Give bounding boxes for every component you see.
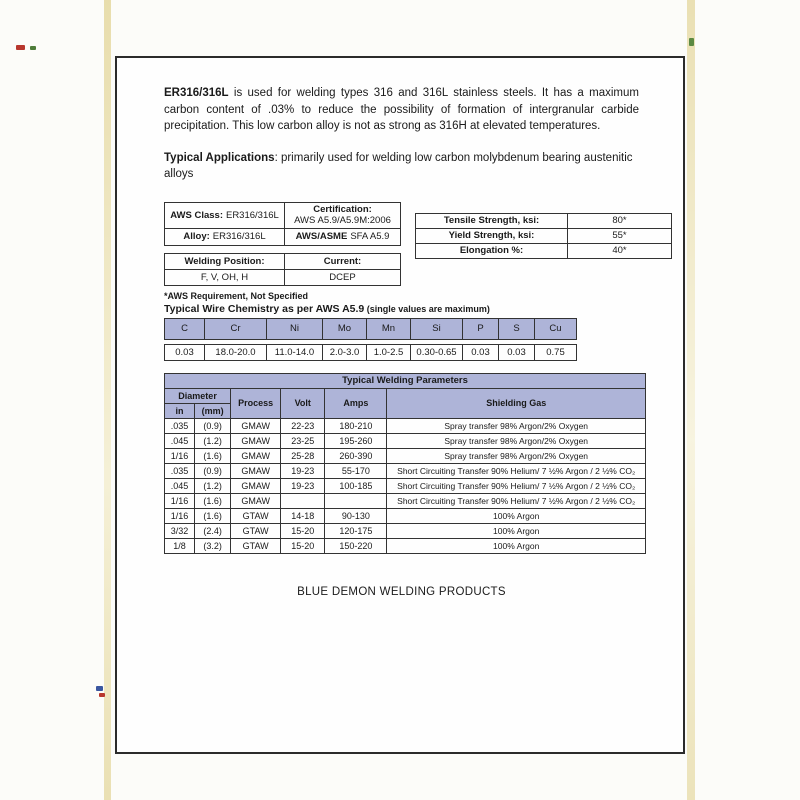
param-cell: 180-210	[325, 418, 387, 433]
alloy-cell	[165, 228, 285, 245]
scan-artifact-left-strip	[104, 0, 111, 800]
mech-value: 40*	[568, 243, 672, 258]
aws-requirement-note: *AWS Requirement, Not Specified	[164, 290, 309, 301]
chemistry-header-cell: Mn	[367, 318, 411, 339]
param-cell: .035	[165, 463, 195, 478]
diameter-in-header: in	[165, 403, 195, 418]
param-cell: Spray transfer 98% Argon/2% Oxygen	[387, 433, 646, 448]
chemistry-header-cell: Cr	[205, 318, 267, 339]
param-cell: 19-23	[281, 478, 325, 493]
applications-text: : primarily used for welding low carbon molybdenum bearing austenitic alloys	[164, 151, 633, 181]
param-cell: 120-175	[325, 523, 387, 538]
amps-header: Amps	[325, 388, 387, 418]
chemistry-value-cell: 2.0-3.0	[323, 344, 367, 360]
chemistry-title-main: Typical Wire Chemistry as per AWS A5.9	[164, 302, 365, 315]
param-cell: 1/16	[165, 448, 195, 463]
applications-label: Typical Applications	[164, 151, 275, 164]
certification-value: AWS A5.9/A5.9M:2006	[294, 215, 391, 227]
table-row	[165, 344, 577, 360]
param-cell: 22-23	[281, 418, 325, 433]
param-cell: GMAW	[231, 493, 281, 508]
chemistry-header-cell: S	[499, 318, 535, 339]
chemistry-value-cell: 0.03	[165, 344, 205, 360]
diameter-header: Diameter	[165, 388, 231, 403]
table-row	[165, 463, 646, 478]
param-cell: 150-220	[325, 538, 387, 553]
chemistry-values-table	[164, 344, 577, 361]
param-cell: Spray transfer 98% Argon/2% Oxygen	[387, 448, 646, 463]
scan-speck	[30, 46, 36, 50]
param-cell: GTAW	[231, 538, 281, 553]
volt-header: Volt	[281, 388, 325, 418]
param-cell: (0.9)	[195, 418, 231, 433]
param-cell: 100% Argon	[387, 508, 646, 523]
param-cell: 90-130	[325, 508, 387, 523]
awsasme-value: SFA A5.9	[350, 231, 390, 243]
param-cell: 15-20	[281, 523, 325, 538]
table-row	[165, 493, 646, 508]
chemistry-header-table	[164, 318, 577, 340]
param-cell: 23-25	[281, 433, 325, 448]
chemistry-title	[164, 303, 639, 315]
chemistry-header-cell: Si	[411, 318, 463, 339]
mech-label	[416, 243, 568, 258]
mech-value: 80*	[568, 213, 672, 228]
document-page	[115, 56, 685, 754]
param-cell: 100-185	[325, 478, 387, 493]
awsasme-label: AWS/ASME	[295, 231, 348, 243]
table-row	[165, 478, 646, 493]
param-cell: .035	[165, 418, 195, 433]
chemistry-header-cell: C	[165, 318, 205, 339]
welding-position-label: Welding Position:	[184, 255, 265, 267]
chemistry-value-cell: 18.0-20.0	[205, 344, 267, 360]
param-cell: 15-20	[281, 538, 325, 553]
aws-class-cell	[165, 202, 285, 228]
chemistry-header-cell: Mo	[323, 318, 367, 339]
param-cell: 14-18	[281, 508, 325, 523]
elongation-label: Elongation %:	[459, 245, 524, 257]
scan-speck	[99, 693, 105, 697]
param-cell: .045	[165, 433, 195, 448]
awsasme-cell	[285, 228, 401, 245]
chemistry-value-cell: 0.30-0.65	[411, 344, 463, 360]
company-footer: BLUE DEMON WELDING PRODUCTS	[297, 585, 506, 598]
table-row	[165, 373, 646, 388]
intro-paragraph	[164, 85, 639, 135]
param-cell: GMAW	[231, 463, 281, 478]
chemistry-header-cell: P	[463, 318, 499, 339]
scan-speck	[96, 686, 103, 691]
param-cell: 100% Argon	[387, 523, 646, 538]
param-cell: GTAW	[231, 523, 281, 538]
certification-label: Certification:	[313, 203, 372, 215]
alloy-value: ER316/316L	[212, 231, 266, 243]
welding-parameters-title: Typical Welding Parameters	[165, 373, 646, 388]
mech-label	[416, 228, 568, 243]
chemistry-header-cell: Ni	[267, 318, 323, 339]
param-cell: Short Circuiting Transfer 90% Helium/ 7 ½% Argon / 2 ½% CO₂	[387, 493, 646, 508]
param-cell: Spray transfer 98% Argon/2% Oxygen	[387, 418, 646, 433]
mechanical-properties-table	[415, 213, 672, 259]
param-cell: (1.6)	[195, 508, 231, 523]
chemistry-header-cell: Cu	[535, 318, 577, 339]
param-cell: 100% Argon	[387, 538, 646, 553]
param-cell: (1.2)	[195, 478, 231, 493]
current-header	[285, 253, 401, 269]
table-row	[165, 448, 646, 463]
welding-position-header	[165, 253, 285, 269]
param-cell: Short Circuiting Transfer 90% Helium/ 7 ½% Argon / 2 ½% CO₂	[387, 478, 646, 493]
param-cell	[325, 493, 387, 508]
scan-speck	[689, 38, 694, 46]
product-name: ER316/316L	[164, 87, 229, 99]
spec-tables-row	[164, 202, 639, 286]
welding-position-value: F, V, OH, H	[165, 269, 285, 285]
alloy-label: Alloy:	[183, 231, 210, 243]
yield-strength-label: Yield Strength, ksi:	[448, 230, 535, 242]
table-row	[416, 228, 672, 243]
certification-cell	[285, 202, 401, 228]
param-cell: 55-170	[325, 463, 387, 478]
param-cell: GMAW	[231, 448, 281, 463]
table-row	[165, 318, 577, 339]
param-cell: (1.6)	[195, 448, 231, 463]
param-cell: GTAW	[231, 508, 281, 523]
param-cell: 1/8	[165, 538, 195, 553]
param-cell	[281, 493, 325, 508]
current-label: Current:	[323, 255, 362, 267]
table-row	[165, 523, 646, 538]
param-cell: 260-390	[325, 448, 387, 463]
table-row	[165, 433, 646, 448]
chemistry-value-cell: 0.03	[463, 344, 499, 360]
param-cell: 3/32	[165, 523, 195, 538]
param-cell: GMAW	[231, 433, 281, 448]
table-row	[165, 538, 646, 553]
table-row	[165, 388, 646, 403]
aws-class-label: AWS Class:	[170, 209, 223, 221]
intro-text: is used for welding types 316 and 316L stainless steels. It has a maximum carbon content of .03% to reduce the possibility of formation of intergranular carbide precipitation. This low carbon alloy is not as strong as 316H at elevated temperatures.	[164, 87, 639, 133]
process-header: Process	[231, 388, 281, 418]
diameter-mm-header: (mm)	[195, 403, 231, 418]
chemistry-value-cell: 1.0-2.5	[367, 344, 411, 360]
param-cell: 19-23	[281, 463, 325, 478]
chemistry-value-cell: 0.03	[499, 344, 535, 360]
aws-class-value: ER316/316L	[225, 209, 279, 221]
scan-artifact-right-strip	[687, 0, 695, 800]
param-cell: .045	[165, 478, 195, 493]
param-cell: GMAW	[231, 418, 281, 433]
chemistry-title-note: (single values are maximum)	[364, 303, 490, 314]
param-cell: Short Circuiting Transfer 90% Helium/ 7 ½% Argon / 2 ½% CO₂	[387, 463, 646, 478]
param-cell: GMAW	[231, 478, 281, 493]
chemistry-value-cell: 0.75	[535, 344, 577, 360]
table-row	[416, 243, 672, 258]
applications-paragraph	[164, 150, 639, 183]
table-row	[165, 418, 646, 433]
param-cell: (1.2)	[195, 433, 231, 448]
scan-speck	[16, 45, 25, 50]
welding-parameters-table	[164, 373, 646, 554]
mech-value: 55*	[568, 228, 672, 243]
param-cell: (3.2)	[195, 538, 231, 553]
param-cell: (2.4)	[195, 523, 231, 538]
current-value: DCEP	[285, 269, 401, 285]
param-cell: 1/16	[165, 508, 195, 523]
shielding-gas-header: Shielding Gas	[387, 388, 646, 418]
param-cell: 25-28	[281, 448, 325, 463]
mech-label	[416, 213, 568, 228]
param-cell: (0.9)	[195, 463, 231, 478]
spec-left-column	[164, 202, 401, 286]
param-cell: 1/16	[165, 493, 195, 508]
tensile-strength-label: Tensile Strength, ksi:	[443, 215, 540, 227]
param-cell: (1.6)	[195, 493, 231, 508]
table-row	[416, 213, 672, 228]
aws-class-table	[164, 202, 401, 246]
chemistry-value-cell: 11.0-14.0	[267, 344, 323, 360]
param-cell: 195-260	[325, 433, 387, 448]
table-row	[165, 508, 646, 523]
position-current-table	[164, 253, 401, 286]
